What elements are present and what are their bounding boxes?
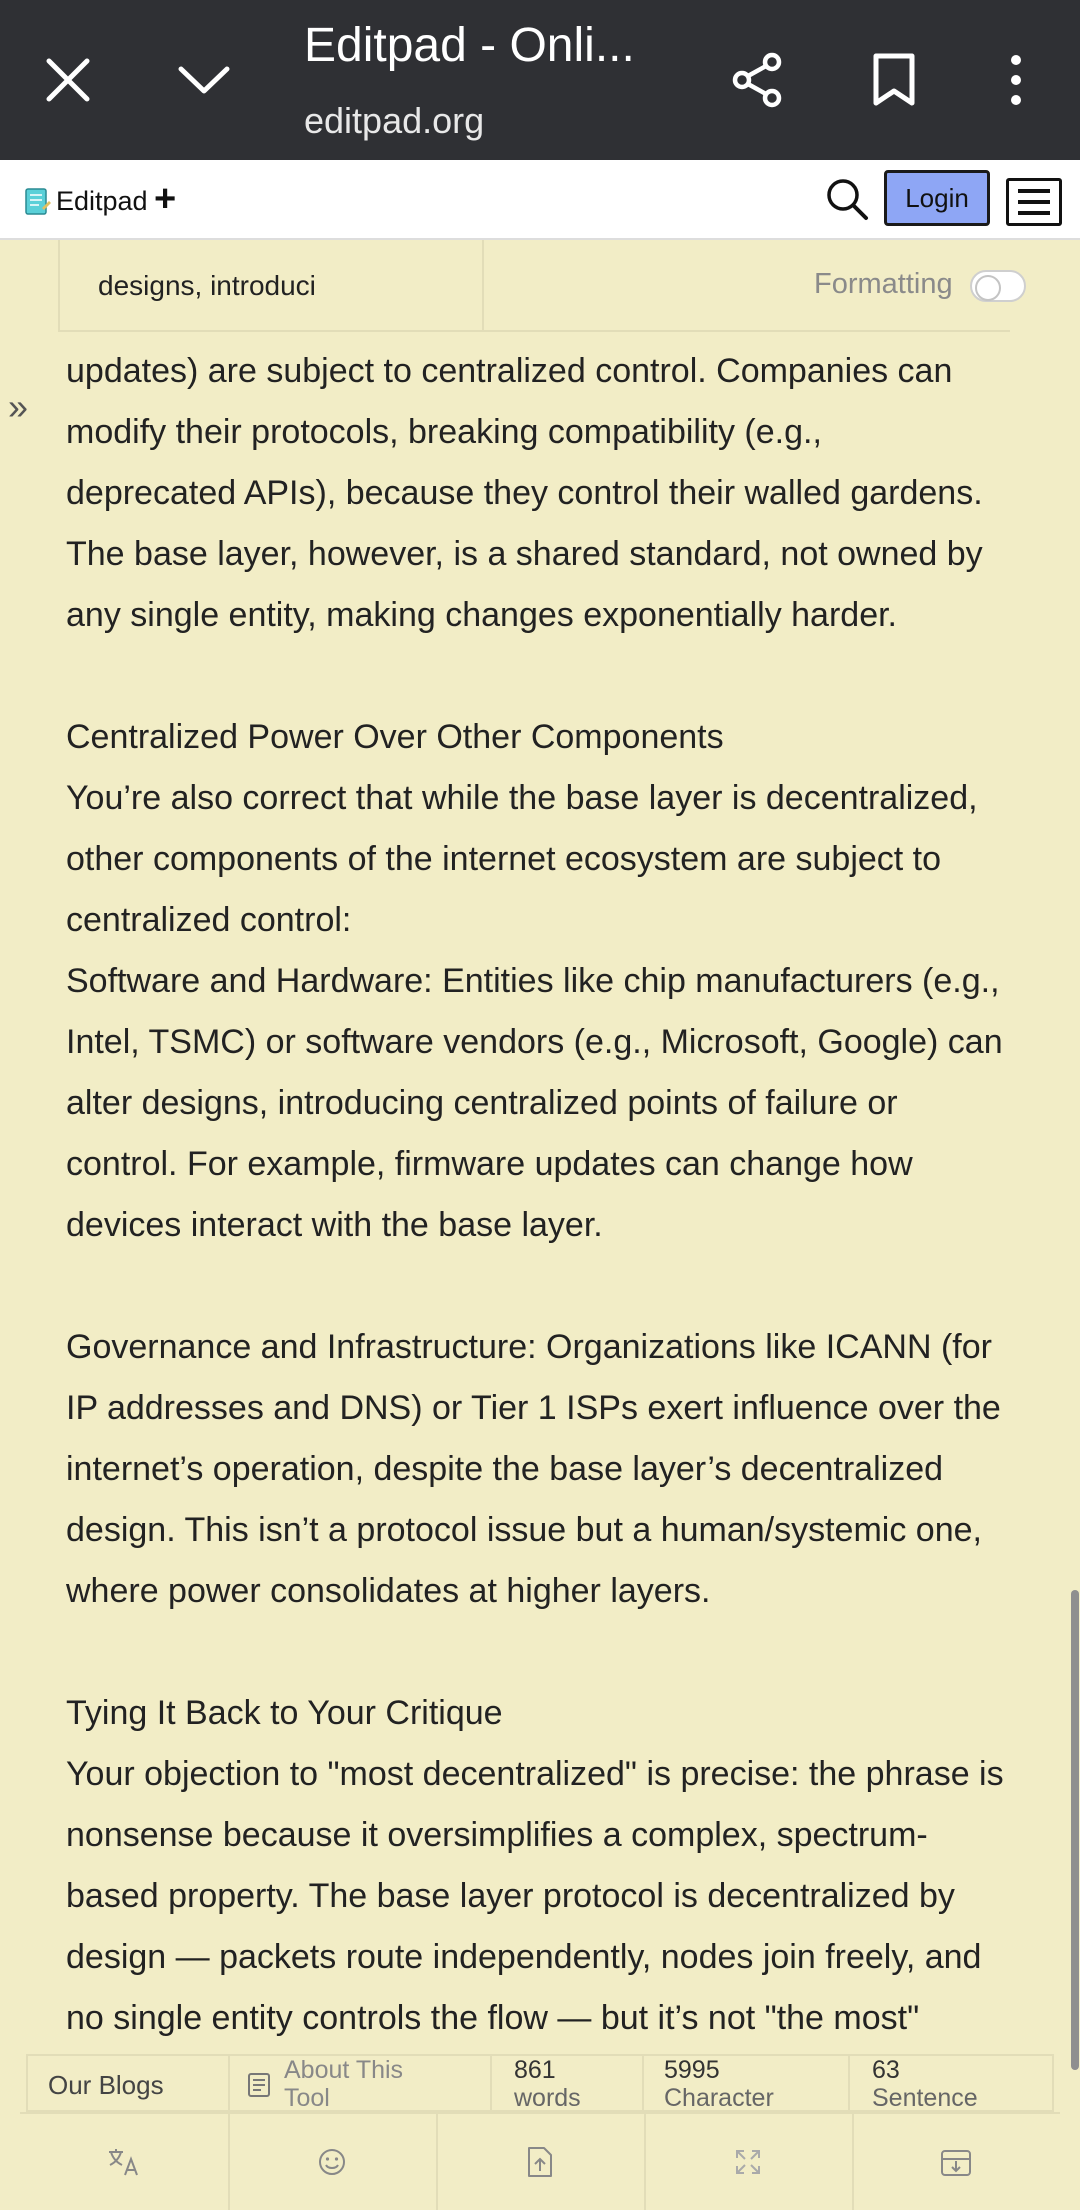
formatting-label: Formatting xyxy=(814,268,953,300)
browser-page-title[interactable]: Editpad - Onli... xyxy=(304,19,635,72)
notepad-logo-icon[interactable] xyxy=(22,186,52,216)
upload-file-icon[interactable] xyxy=(436,2114,644,2210)
editor-snippet-text: designs, introduci xyxy=(98,270,316,301)
text-line: other components of the internet ecosystem are subject to xyxy=(66,840,942,878)
sentence-count-label: Sentence xyxy=(872,2084,978,2112)
text-line: control. For example, firmware updates can change how xyxy=(66,1145,913,1183)
about-icon[interactable] xyxy=(246,2056,274,2114)
hamburger-menu-icon[interactable] xyxy=(1006,178,1062,226)
text-line: Centralized Power Over Other Components xyxy=(66,718,724,756)
login-button[interactable]: Login xyxy=(884,170,990,226)
stat-divider xyxy=(228,2056,230,2114)
text-line: Software and Hardware: Entities like chip manufacturers (e.g., xyxy=(66,962,1000,1000)
text-line: The base layer, however, is a shared standard, not owned by xyxy=(66,535,983,573)
word-count-value: 861 xyxy=(514,2056,556,2084)
text-line: based property. The base layer protocol is decentralized by xyxy=(66,1877,955,1915)
search-icon[interactable] xyxy=(824,176,870,222)
emoji-icon[interactable] xyxy=(228,2114,436,2210)
text-line: alter designs, introducing centralized points of failure or xyxy=(66,1084,898,1122)
chevron-down-icon[interactable] xyxy=(164,40,244,120)
our-blogs-link[interactable]: Our Blogs xyxy=(48,2070,164,2100)
share-icon[interactable] xyxy=(718,40,798,120)
text-line: You’re also correct that while the base layer is decentralized, xyxy=(66,779,978,817)
site-header xyxy=(0,160,1080,240)
text-line: modify their protocols, breaking compatibility (e.g., xyxy=(66,413,822,451)
formatting-toggle[interactable] xyxy=(970,270,1026,302)
about-line-2: Tool xyxy=(284,2084,330,2112)
about-line-1: About This xyxy=(284,2056,404,2084)
text-line: internet’s operation, despite the base layer’s decentralized xyxy=(66,1450,944,1488)
more-options-icon[interactable] xyxy=(976,40,1056,120)
expand-sidebar-icon[interactable]: » xyxy=(8,386,29,427)
editor-text-area[interactable] xyxy=(66,341,1062,2049)
about-tool-link[interactable] xyxy=(284,2056,434,2114)
text-line: nonsense because it oversimplifies a complex, spectrum- xyxy=(66,1816,928,1854)
blank-line xyxy=(66,1256,1062,1317)
browser-url[interactable]: editpad.org xyxy=(304,100,485,141)
stats-bar xyxy=(26,2054,1054,2112)
text-line: devices interact with the base layer. xyxy=(66,1206,603,1244)
stat-divider xyxy=(490,2056,492,2114)
blank-line xyxy=(66,1622,1062,1683)
character-count-label: Character xyxy=(664,2084,774,2112)
word-count-label: words xyxy=(514,2084,581,2112)
text-line: design — packets route independently, nodes join freely, and xyxy=(66,1938,982,1976)
text-line: Governance and Infrastructure: Organizations like ICANN (for xyxy=(66,1328,992,1366)
text-line: deprecated APIs), because they control their walled gardens. xyxy=(66,474,983,512)
text-line: Tying It Back to Your Critique xyxy=(66,1694,503,1732)
text-line: Intel, TSMC) or software vendors (e.g., Microsoft, Google) can xyxy=(66,1023,1003,1061)
word-count xyxy=(514,2056,634,2114)
character-count-value: 5995 xyxy=(664,2056,720,2084)
bookmark-icon[interactable] xyxy=(854,40,934,120)
text-line: centralized control: xyxy=(66,901,352,939)
scrollbar-thumb[interactable] xyxy=(1071,1590,1079,2070)
text-line: any single entity, making changes exponentially harder. xyxy=(66,596,897,634)
text-line: updates) are subject to centralized control. Companies can xyxy=(66,352,953,390)
sentence-count-value: 63 xyxy=(872,2056,900,2084)
new-document-plus-icon[interactable]: + xyxy=(154,178,177,220)
editor-toolbar-strip xyxy=(58,240,1010,332)
site-logo-text[interactable]: Editpad xyxy=(56,186,148,216)
text-line: design. This isn’t a protocol issue but a human/systemic one, xyxy=(66,1511,982,1549)
bottom-tool-row xyxy=(20,2112,1060,2208)
text-line: no single entity controls the flow — but it’s not "the most" xyxy=(66,1999,920,2037)
sentence-count xyxy=(872,2056,1022,2114)
text-line: where power consolidates at higher layers. xyxy=(66,1572,711,1610)
text-line: IP addresses and DNS) or Tier 1 ISPs exert influence over the xyxy=(66,1389,1001,1427)
blank-line xyxy=(66,646,1062,707)
strip-divider xyxy=(482,240,484,332)
text-line: Your objection to "most decentralized" is precise: the phrase is xyxy=(66,1755,1004,1793)
translate-icon[interactable] xyxy=(20,2114,228,2210)
stat-divider xyxy=(642,2056,644,2114)
download-icon[interactable] xyxy=(852,2114,1060,2210)
fullscreen-icon[interactable] xyxy=(644,2114,852,2210)
stat-divider xyxy=(848,2056,850,2114)
close-icon[interactable] xyxy=(28,40,108,120)
browser-toolbar xyxy=(0,0,1080,160)
character-count xyxy=(664,2056,824,2114)
